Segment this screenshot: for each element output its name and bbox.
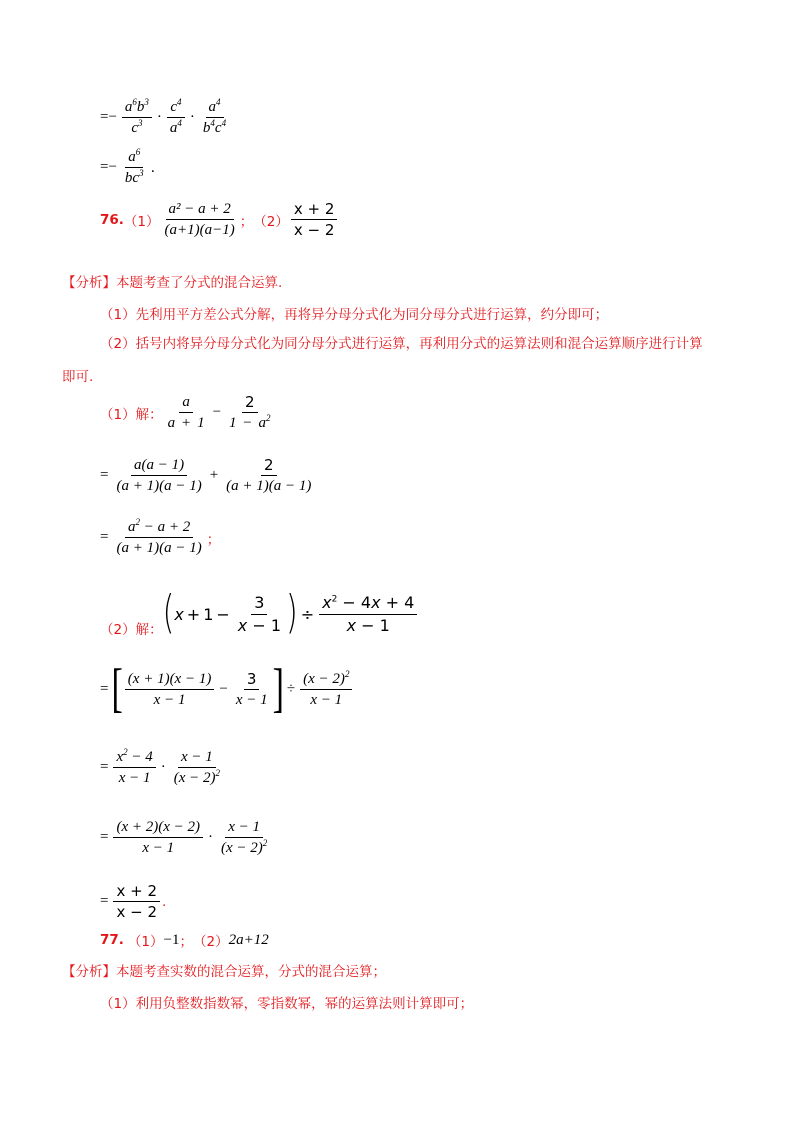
part-label: （1） [123,213,160,230]
q76-answer1: $\frac{\text{a² − a + 2}}{(a+1)(a-1)}$ [164,201,235,238]
fraction: $\frac{a^6b^3}{c^3}$ [122,98,152,137]
sol2-line3: = $\frac{x^2 - 4}{x - 1}$ · $\frac{x - 1}{(x - 2)^2}$ [100,747,221,786]
sol2-line2: = [ $\frac{(x + 1)(x - 1)}{x - 1}$ − $\frac{3}{x - 1}$ ] ÷ $\frac{(x - 2)^2}{x - 1}$ [100,670,354,709]
solution-label: （1）解： [100,406,163,423]
q76-answer-line: 76. （1） $\frac{\text{a² − a + 2}}{(a+1)(a-1)}$ ； （2） $\frac{x + 2}{x - 2}$ [100,200,339,239]
q77-answer-line: 77. （1） −1 ； （2） 2a+12 [100,931,269,950]
top-eq-line1: =− $\frac{a^6b^3}{c^3}$ · $\frac{c^4}{a^4}$ · $\frac{a^4}{b^4c^4}$ [100,98,231,137]
analysis-text: 本题考查实数的混合运算，分式的混合运算； [116,964,386,980]
question-number: 77. [100,932,124,948]
fraction: $\frac{a^4}{b^4c^4}$ [202,97,227,136]
analysis-76-p2: （2）括号内将异分母分式化为同分母分式进行运算，再利用分式的运算法则和混合运算顺序进行计算即可. [62,336,703,385]
sol1-line1: （1）解： $\frac{a}{a + 1}$ − $\frac{2}{1 - a^2}$ [100,393,271,431]
analysis-text: 本题考查了分式的混合运算. [116,275,283,291]
analysis-76 [62,271,700,295]
eq-sign: =− [100,159,117,175]
part-label: （2） [192,934,229,950]
sol2-line5: = $\frac{x + 2}{x - 2}$ . [100,882,167,921]
q76-answer2: $\frac{x + 2}{x - 2}$ [289,200,340,239]
fraction: $\frac{c^4}{a^4}$ [167,98,185,137]
solution-label: （2）解： [100,622,163,638]
fraction: $\frac{a^6}{bc^3}$ [124,147,144,186]
analysis-tag: 【分析】 [62,964,116,980]
q77-answer1: −1 [163,931,180,948]
analysis-tag: 【分析】 [62,275,116,291]
top-eq-line2: =− $\frac{a^6}{bc^3}$ . [100,147,156,186]
part-label: （1） [127,934,164,950]
part-label: （2） [253,213,289,230]
sol2-line4: = $\frac{(x + 2)(x - 2)}{x - 1}$ · $\frac{x - 1}{(x - 2)^2}$ [100,819,268,856]
analysis-76-p1: （1）先利用平方差公式分解，再将异分母分式化为同分母分式进行运算，约分即可； [100,307,609,323]
analysis-77-p1: （1）利用负整数指数幂，零指数幂，幂的运算法则计算即可； [100,996,474,1012]
sol1-line3: = $\frac{a^2 - a + 2}{(a + 1)(a - 1)}$ ； [100,517,221,556]
q77-answer2: 2a+12 [228,931,269,948]
sol1-line2: = $\frac{a(a - 1)}{(a + 1)(a - 1)}$ + $\frac{2}{(a + 1)(a - 1)}$ [100,456,312,494]
analysis-77 [62,960,386,980]
eq-sign: =− [100,109,117,125]
sol2-line1: （2）解： ( x + 1 − $\frac{3}{x - 1}$ ) ÷ $\frac{x^2 - 4x + 4}{x - 1}$ [100,590,419,638]
question-number: 76. [100,211,124,228]
